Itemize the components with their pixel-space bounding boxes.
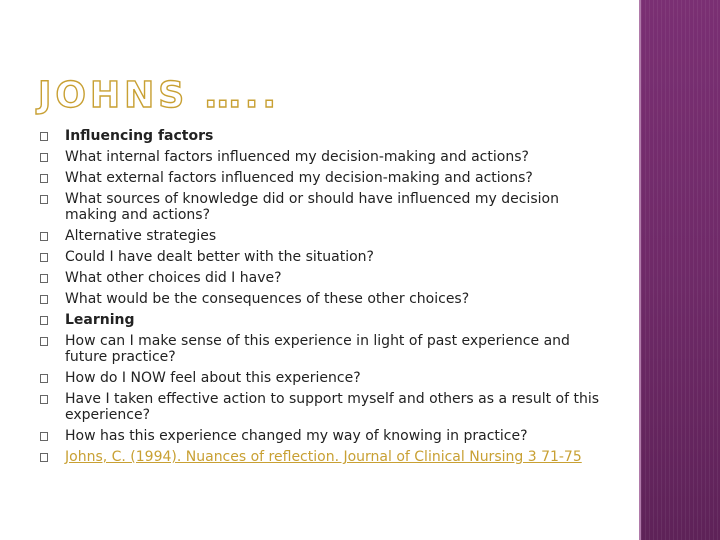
checkbox-bullet-icon <box>40 453 48 462</box>
side-panel-texture <box>641 0 720 540</box>
bullet-text: Could I have dealt better with the situation? <box>65 249 374 265</box>
bullet-item <box>40 228 600 244</box>
bullet-item <box>40 391 600 423</box>
bullet-text: Alternative strategies <box>65 228 217 244</box>
bullet-text: What external factors influenced my decision-making and actions? <box>65 170 533 186</box>
checkbox-bullet-icon <box>40 232 48 241</box>
checkbox-bullet-icon <box>40 153 48 162</box>
bullet-text: What would be the consequences of these other choices? <box>65 291 470 307</box>
checkbox-bullet-icon <box>40 253 48 262</box>
bullet-item <box>40 149 600 165</box>
bullet-list <box>40 128 600 465</box>
checkbox-bullet-icon <box>40 295 48 304</box>
bullet-item <box>40 249 600 265</box>
bullet-item <box>40 291 600 307</box>
checkbox-bullet-icon <box>40 274 48 283</box>
bullet-item <box>40 170 600 186</box>
bullet-item <box>40 333 600 365</box>
slide-title: JOHNS ….. <box>38 75 281 116</box>
bullet-text: What sources of knowledge did or should have influenced my decision making and actions? <box>65 191 559 223</box>
bullet-item <box>40 270 600 286</box>
bullet-text: How can I make sense of this experience in light of past experience and future practice? <box>65 333 570 365</box>
checkbox-bullet-icon <box>40 432 48 441</box>
bullet-text: Have I taken effective action to support myself and others as a result of this experience? <box>65 391 600 423</box>
bullet-text: Influencing factors <box>65 128 214 144</box>
bullet-text: How has this experience changed my way of knowing in practice? <box>65 428 528 444</box>
checkbox-bullet-icon <box>40 316 48 325</box>
checkbox-bullet-icon <box>40 374 48 383</box>
bullet-text: What other choices did I have? <box>65 270 282 286</box>
bullet-item <box>40 128 600 144</box>
bullet-item <box>40 449 600 465</box>
bullet-text: Learning <box>65 312 135 328</box>
checkbox-bullet-icon <box>40 395 48 404</box>
checkbox-bullet-icon <box>40 337 48 346</box>
bullet-text: What internal factors influenced my decision-making and actions? <box>65 149 529 165</box>
bullet-item <box>40 428 600 444</box>
bullet-item <box>40 191 600 223</box>
checkbox-bullet-icon <box>40 195 48 204</box>
bullet-text: How do I NOW feel about this experience? <box>65 370 361 386</box>
side-panel <box>641 0 720 540</box>
checkbox-bullet-icon <box>40 174 48 183</box>
checkbox-bullet-icon <box>40 132 48 141</box>
bullet-item <box>40 312 600 328</box>
bullet-item <box>40 370 600 386</box>
reference-link[interactable]: Johns, C. (1994). Nuances of reflection. Journal of Clinical Nursing 3 71-75 <box>65 449 582 465</box>
